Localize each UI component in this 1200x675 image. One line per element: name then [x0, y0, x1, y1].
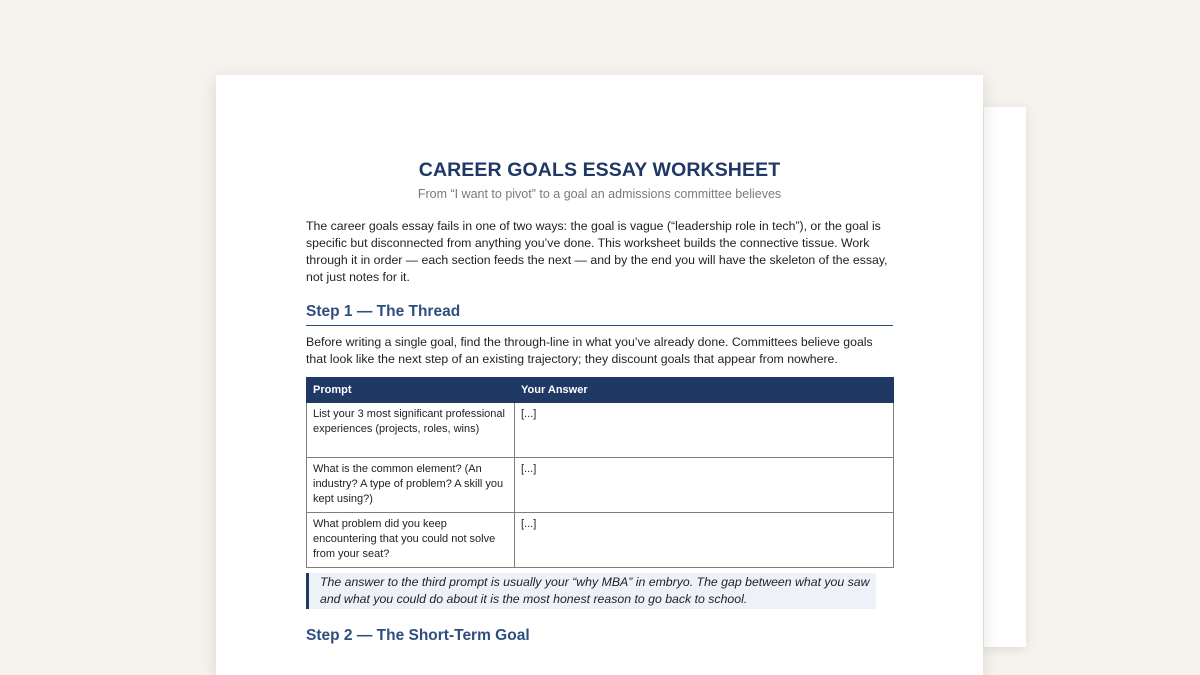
step2-heading: Step 2 — The Short-Term Goal [306, 627, 530, 644]
callout-note: The answer to the third prompt is usually your “why MBA” in embryo. The gap between what you saw and what you could do about it is the most honest reason to go back to school. [306, 573, 876, 609]
document-content [306, 157, 893, 646]
prompt-cell: What problem did you keep encountering that you could not solve from your seat? [307, 513, 515, 568]
table-header-row [307, 378, 894, 403]
table-row [307, 458, 894, 513]
prompt-cell: List your 3 most significant professional experiences (projects, roles, wins) [307, 403, 515, 458]
document-page [216, 75, 983, 675]
intro-paragraph: The career goals essay fails in one of two ways: the goal is vague (“leadership role in tech”), or the goal is specific but disconnected from anything you’ve done. This worksheet builds the connective tissue. Work through it in order — each section feeds the next — and by the end you will have the skeleton of the essay, not just notes for it. [306, 219, 888, 284]
document-title: CAREER GOALS ESSAY WORKSHEET [418, 159, 781, 181]
table-row [307, 513, 894, 568]
step1-description: Before writing a single goal, find the through-line in what you’ve already done. Committees believe goals that look like the next step of an existing trajectory; they discount goals that appear from nowhere. [306, 335, 873, 366]
table-row [307, 403, 894, 458]
column-header-prompt: Prompt [307, 378, 515, 403]
answer-cell[interactable]: [...] [515, 513, 894, 568]
thread-table [306, 377, 894, 568]
background-page [984, 107, 1026, 647]
document-subtitle: From “I want to pivot” to a goal an admissions committee believes [417, 187, 782, 201]
answer-cell[interactable]: [...] [515, 458, 894, 513]
column-header-answer: Your Answer [515, 378, 894, 403]
prompt-cell: What is the common element? (An industry? A type of problem? A skill you kept using?) [307, 458, 515, 513]
answer-cell[interactable]: [...] [515, 403, 894, 458]
step1-heading: Step 1 — The Thread [306, 302, 893, 326]
